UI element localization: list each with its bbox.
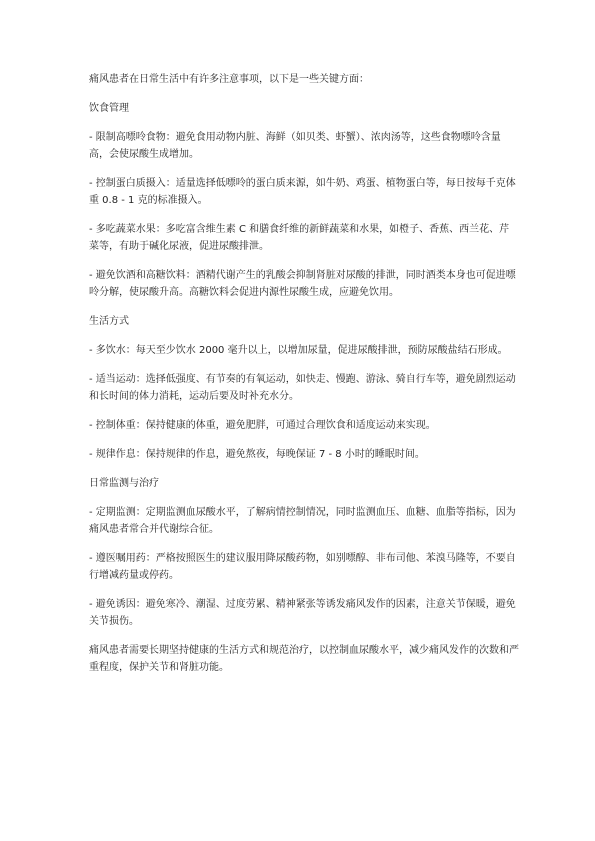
list-item: - 避免饮酒和高糖饮料：酒精代谢产生的乳酸会抑制肾脏对尿酸的排泄，同时酒类本身也可促进嘌呤分解，使尿酸升高。高糖饮料会促进内源性尿酸生成，应避免饮用。 [89,270,516,298]
section-heading-monitoring: 日常监测与治疗 [89,478,159,489]
list-item: - 限制高嘌呤食物：避免食用动物内脏、海鲜（如贝类、虾蟹）、浓肉汤等，这些食物嘌呤含量高，会使尿酸生成增加。 [89,132,501,160]
list-item: - 适当运动：选择低强度、有节奏的有氧运动，如快走、慢跑、游泳、骑自行车等，避免剧烈运动和长时间的体力消耗，运动后要及时补充水分。 [89,374,516,402]
list-item: - 多饮水：每天至少饮水 2000 毫升以上，以增加尿量，促进尿酸排泄，预防尿酸盐结石形成。 [89,345,508,356]
document-page [89,71,519,676]
list-item: - 多吃蔬菜水果：多吃富含维生素 C 和膳食纤维的新鲜蔬菜和水果，如橙子、香蕉、西兰花、芹菜等，有助于碱化尿液，促进尿酸排泄。 [89,224,510,252]
list-item: - 控制蛋白质摄入：适量选择低嘌呤的蛋白质来源，如牛奶、鸡蛋、植物蛋白等，每日按每千克体重 0.8 - 1 克的标准摄入。 [89,178,516,206]
list-item: - 控制体重：保持健康的体重，避免肥胖，可通过合理饮食和适度运动来实现。 [89,420,436,431]
outro-paragraph: 痛风患者需要长期坚持健康的生活方式和规范治疗，以控制血尿酸水平，减少痛风发作的次数和严重程度，保护关节和肾脏功能。 [89,645,519,673]
section-heading-diet: 饮食管理 [89,103,129,114]
list-item: - 遵医嘱用药：严格按照医生的建议服用降尿酸药物，如别嘌醇、非布司他、苯溴马隆等，不要自行增减药量或停药。 [89,553,516,581]
section-heading-lifestyle: 生活方式 [89,316,129,327]
list-item: - 定期监测：定期监测血尿酸水平，了解病情控制情况，同时监测血压、血糖、血脂等指标，因为痛风患者常合并代谢综合征。 [89,507,516,535]
list-item: - 规律作息：保持规律的作息，避免熬夜，每晚保证 7 - 8 小时的睡眠时间。 [89,449,425,460]
list-item: - 避免诱因：避免寒冷、潮湿、过度劳累、精神紧张等诱发痛风发作的因素，注意关节保暖，避免关节损伤。 [89,599,516,627]
intro-paragraph: 痛风患者在日常生活中有许多注意事项，以下是一些关键方面： [89,74,369,85]
